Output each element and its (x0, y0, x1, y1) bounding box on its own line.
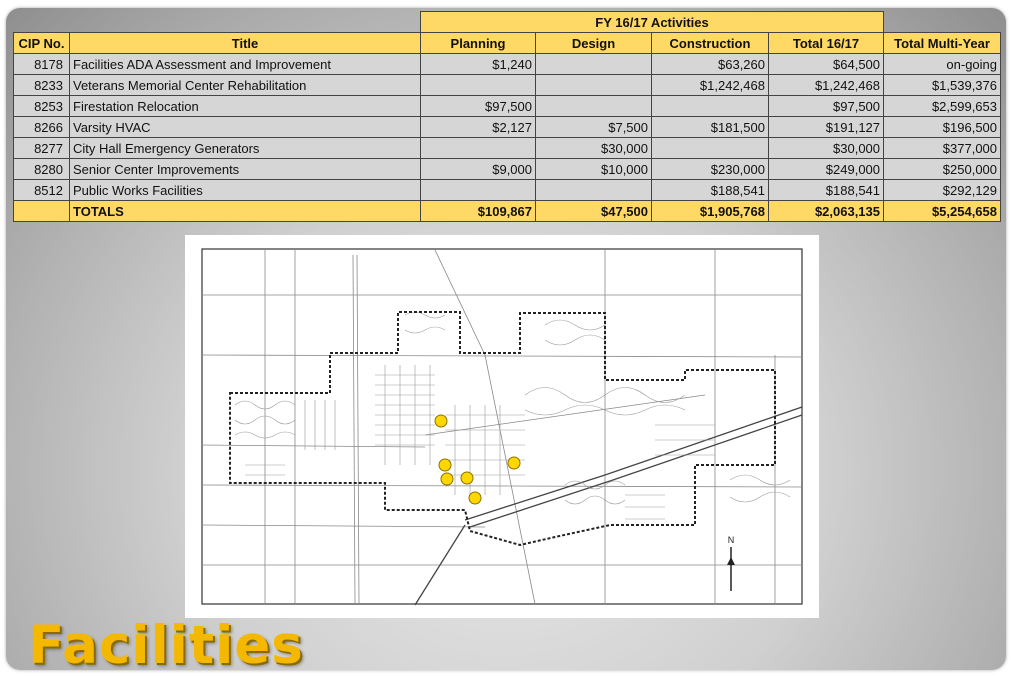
cell-multi-year: $196,500 (884, 117, 1001, 138)
table-row (14, 117, 1001, 138)
cell-title: Firestation Relocation (70, 96, 421, 117)
cell-title: Varsity HVAC (70, 117, 421, 138)
north-label: N (727, 535, 735, 545)
cell-planning (421, 138, 536, 159)
total-planning: $109,867 (421, 201, 536, 222)
cell-title: Facilities ADA Assessment and Improvement (70, 54, 421, 75)
table-row (14, 180, 1001, 201)
cell-planning (421, 75, 536, 96)
cell-cip: 8266 (14, 117, 70, 138)
column-header-row (14, 33, 1001, 54)
col-header-multi-year: Total Multi-Year (884, 33, 1001, 54)
totals-row (14, 201, 1001, 222)
cell-planning: $9,000 (421, 159, 536, 180)
cell-cip: 8233 (14, 75, 70, 96)
facility-marker (441, 473, 453, 485)
cell-construction (652, 96, 769, 117)
col-header-total: Total 16/17 (769, 33, 884, 54)
col-header-title: Title (70, 33, 421, 54)
slide-title: Facilities (28, 615, 304, 676)
cell-design (536, 54, 652, 75)
group-header-row (14, 12, 1001, 33)
total-multi-year: $5,254,658 (884, 201, 1001, 222)
cell-construction: $230,000 (652, 159, 769, 180)
cell-multi-year: $2,599,653 (884, 96, 1001, 117)
cell-design (536, 180, 652, 201)
cell-title: Public Works Facilities (70, 180, 421, 201)
totals-label: TOTALS (70, 201, 421, 222)
cell-cip: 8253 (14, 96, 70, 117)
cell-cip: 8178 (14, 54, 70, 75)
table-row (14, 138, 1001, 159)
cell-multi-year: $250,000 (884, 159, 1001, 180)
cell-multi-year: $292,129 (884, 180, 1001, 201)
cell-construction (652, 138, 769, 159)
cell-multi-year: $1,539,376 (884, 75, 1001, 96)
cell-total: $1,242,468 (769, 75, 884, 96)
cell-construction: $188,541 (652, 180, 769, 201)
facility-marker (469, 492, 481, 504)
cell-multi-year: $377,000 (884, 138, 1001, 159)
table-row (14, 75, 1001, 96)
cell-design: $30,000 (536, 138, 652, 159)
facility-marker (439, 459, 451, 471)
map-frame (202, 249, 802, 604)
cell-total: $249,000 (769, 159, 884, 180)
cell-total: $30,000 (769, 138, 884, 159)
total-design: $47,500 (536, 201, 652, 222)
city-map (185, 235, 819, 618)
facility-marker (508, 457, 520, 469)
cell-total: $191,127 (769, 117, 884, 138)
cell-design (536, 96, 652, 117)
fy-group-header: FY 16/17 Activities (421, 12, 884, 33)
col-header-planning: Planning (421, 33, 536, 54)
cell-design: $7,500 (536, 117, 652, 138)
cell-cip: 8280 (14, 159, 70, 180)
cell-design: $10,000 (536, 159, 652, 180)
table-row (14, 96, 1001, 117)
col-header-cip: CIP No. (14, 33, 70, 54)
total-fy: $2,063,135 (769, 201, 884, 222)
cell-title: City Hall Emergency Generators (70, 138, 421, 159)
col-header-construction: Construction (652, 33, 769, 54)
table-row (14, 54, 1001, 75)
cell-design (536, 75, 652, 96)
cell-construction: $181,500 (652, 117, 769, 138)
cell-planning: $97,500 (421, 96, 536, 117)
col-header-design: Design (536, 33, 652, 54)
facility-marker (435, 415, 447, 427)
cell-construction: $63,260 (652, 54, 769, 75)
cell-total: $64,500 (769, 54, 884, 75)
cip-table (13, 11, 1001, 222)
cell-planning: $2,127 (421, 117, 536, 138)
cell-planning (421, 180, 536, 201)
cell-planning: $1,240 (421, 54, 536, 75)
facility-marker (461, 472, 473, 484)
cell-cip: 8512 (14, 180, 70, 201)
cell-title: Veterans Memorial Center Rehabilitation (70, 75, 421, 96)
cell-cip: 8277 (14, 138, 70, 159)
city-map-drawing (185, 235, 819, 618)
table-row (14, 159, 1001, 180)
total-construction: $1,905,768 (652, 201, 769, 222)
cell-construction: $1,242,468 (652, 75, 769, 96)
cell-cip (14, 201, 70, 222)
cell-title: Senior Center Improvements (70, 159, 421, 180)
cell-total: $97,500 (769, 96, 884, 117)
cell-multi-year: on-going (884, 54, 1001, 75)
cell-total: $188,541 (769, 180, 884, 201)
